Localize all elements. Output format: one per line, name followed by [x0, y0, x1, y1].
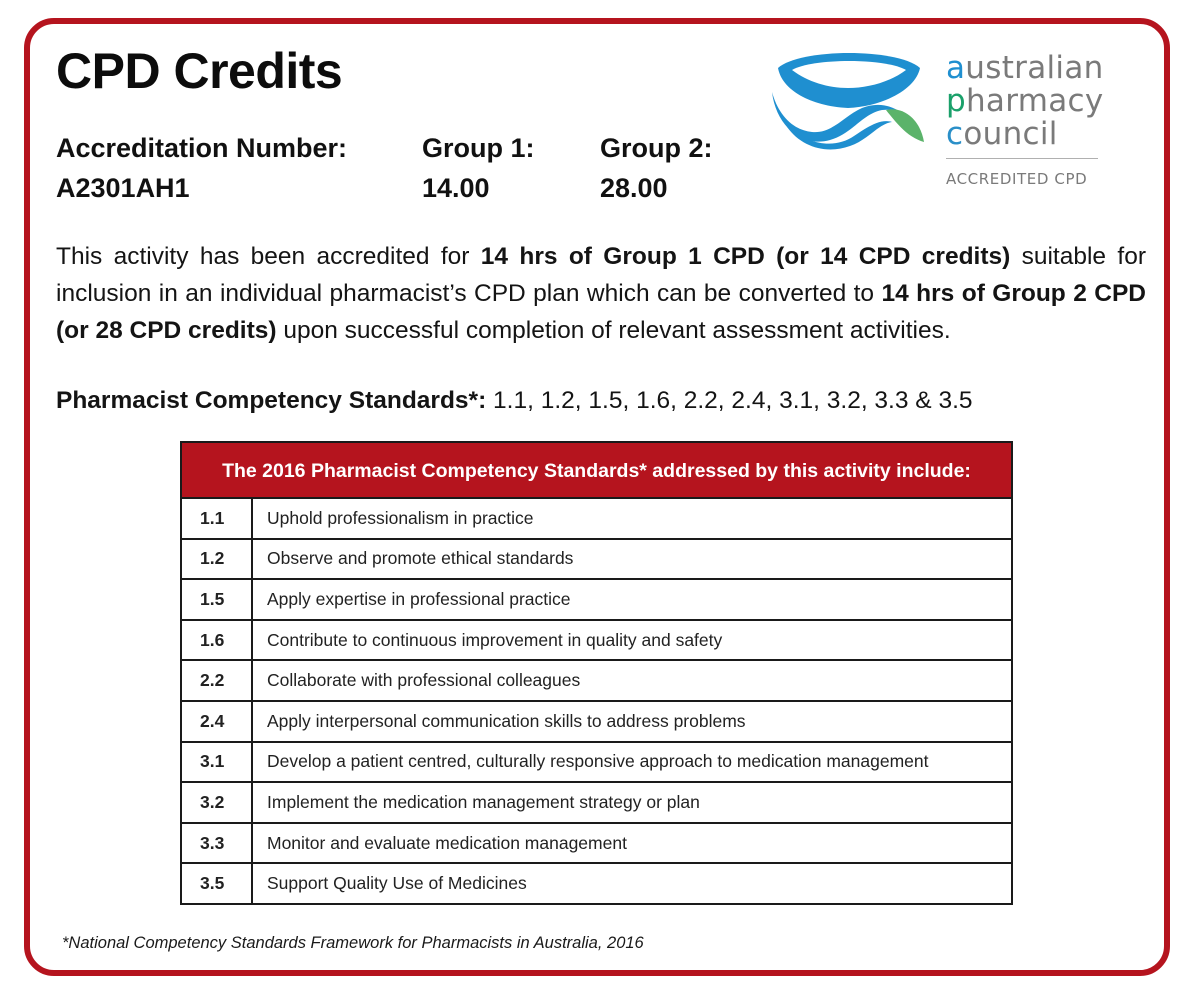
- standard-code: 2.4: [182, 701, 252, 742]
- logo-word-pharmacy: harmacy: [965, 83, 1104, 119]
- description-text-1: This activity has been accredited for: [56, 243, 481, 270]
- table-row: [182, 579, 1011, 620]
- standard-description: Develop a patient centred, culturally responsive approach to medication management: [252, 742, 1011, 783]
- apc-logo-graphic-icon: [770, 52, 928, 162]
- table-row: [182, 863, 1011, 903]
- competency-standards-line: [56, 384, 973, 418]
- logo-initial-p: p: [946, 83, 966, 119]
- standard-description: Apply expertise in professional practice: [252, 579, 1011, 620]
- description-text-2: suitable for inclusion in an individual pharmacist’s CPD plan which can be converted to: [56, 243, 1146, 307]
- standard-code: 3.3: [182, 823, 252, 864]
- standard-description: Collaborate with professional colleagues: [252, 660, 1011, 701]
- table-header: The 2016 Pharmacist Competency Standards* addressed by this activity include:: [182, 443, 1011, 499]
- standard-description: Support Quality Use of Medicines: [252, 863, 1011, 903]
- table-row: [182, 499, 1011, 539]
- logo-accredited-cpd: ACCREDITED CPD: [946, 170, 1088, 188]
- logo-word-council: ouncil: [963, 116, 1058, 152]
- competency-table-body: [182, 499, 1011, 903]
- group1-block: [422, 128, 535, 208]
- group1-label: Group 1:: [422, 133, 535, 163]
- group2-value: 28.00: [600, 173, 668, 203]
- group2-block: [600, 128, 713, 208]
- accreditation-number-label: Accreditation Number:: [56, 133, 348, 163]
- standard-code: 2.2: [182, 660, 252, 701]
- group1-value: 14.00: [422, 173, 490, 203]
- standard-description: Uphold professionalism in practice: [267, 507, 534, 528]
- accreditation-number-block: [56, 128, 347, 208]
- table-row: [182, 620, 1011, 661]
- description-bold-group1: 14 hrs of Group 1 CPD (or 14 CPD credits): [480, 243, 1011, 270]
- accreditation-number-value: A2301AH1: [56, 173, 190, 203]
- standard-code: 3.1: [182, 742, 252, 783]
- table-row: [182, 539, 1011, 580]
- group2-label: Group 2:: [600, 133, 713, 163]
- standard-code: 3.2: [182, 782, 252, 823]
- description-bold-group2: 14 hrs of Group 2 CPD (or 28 CPD credits): [56, 280, 1146, 344]
- footnote: *National Competency Standards Framework for Pharmacists in Australia, 2016: [62, 934, 644, 952]
- logo-word-australian: ustralian: [965, 50, 1104, 86]
- standard-code: 3.5: [182, 863, 252, 903]
- page-title: CPD Credits: [56, 43, 343, 99]
- standard-description: Observe and promote ethical standards: [252, 539, 1011, 580]
- logo-divider: [946, 158, 1098, 159]
- standard-description: Apply interpersonal communication skills to address problems: [252, 701, 1011, 742]
- table-row: [182, 701, 1011, 742]
- standard-description: Contribute to continuous improvement in quality and safety: [252, 620, 1011, 661]
- competency-standards-label: Pharmacist Competency Standards*:: [56, 387, 487, 414]
- table-row: [182, 742, 1011, 783]
- accreditation-description: [56, 238, 1146, 349]
- table-row: [182, 782, 1011, 823]
- table-row: [182, 823, 1011, 864]
- description-text-3: upon successful completion of relevant assessment activities.: [276, 317, 951, 344]
- logo-initial-a: a: [946, 50, 966, 86]
- apc-logo: [770, 52, 1110, 202]
- table-row: [182, 660, 1011, 701]
- standard-description: Monitor and evaluate medication management: [252, 823, 1011, 864]
- standard-code: 1.1: [182, 499, 252, 539]
- standard-code: 1.6: [182, 620, 252, 661]
- competency-standards-table: [180, 441, 1013, 905]
- standard-description: Implement the medication management strategy or plan: [252, 782, 1011, 823]
- standard-code: 1.5: [182, 579, 252, 620]
- apc-logo-wordmark: [946, 52, 1104, 151]
- competency-standards-list: 1.1, 1.2, 1.5, 1.6, 2.2, 2.4, 3.1, 3.2, 3.3 & 3.5: [486, 387, 973, 414]
- standard-code: 1.2: [182, 539, 252, 580]
- logo-initial-c: c: [946, 116, 964, 152]
